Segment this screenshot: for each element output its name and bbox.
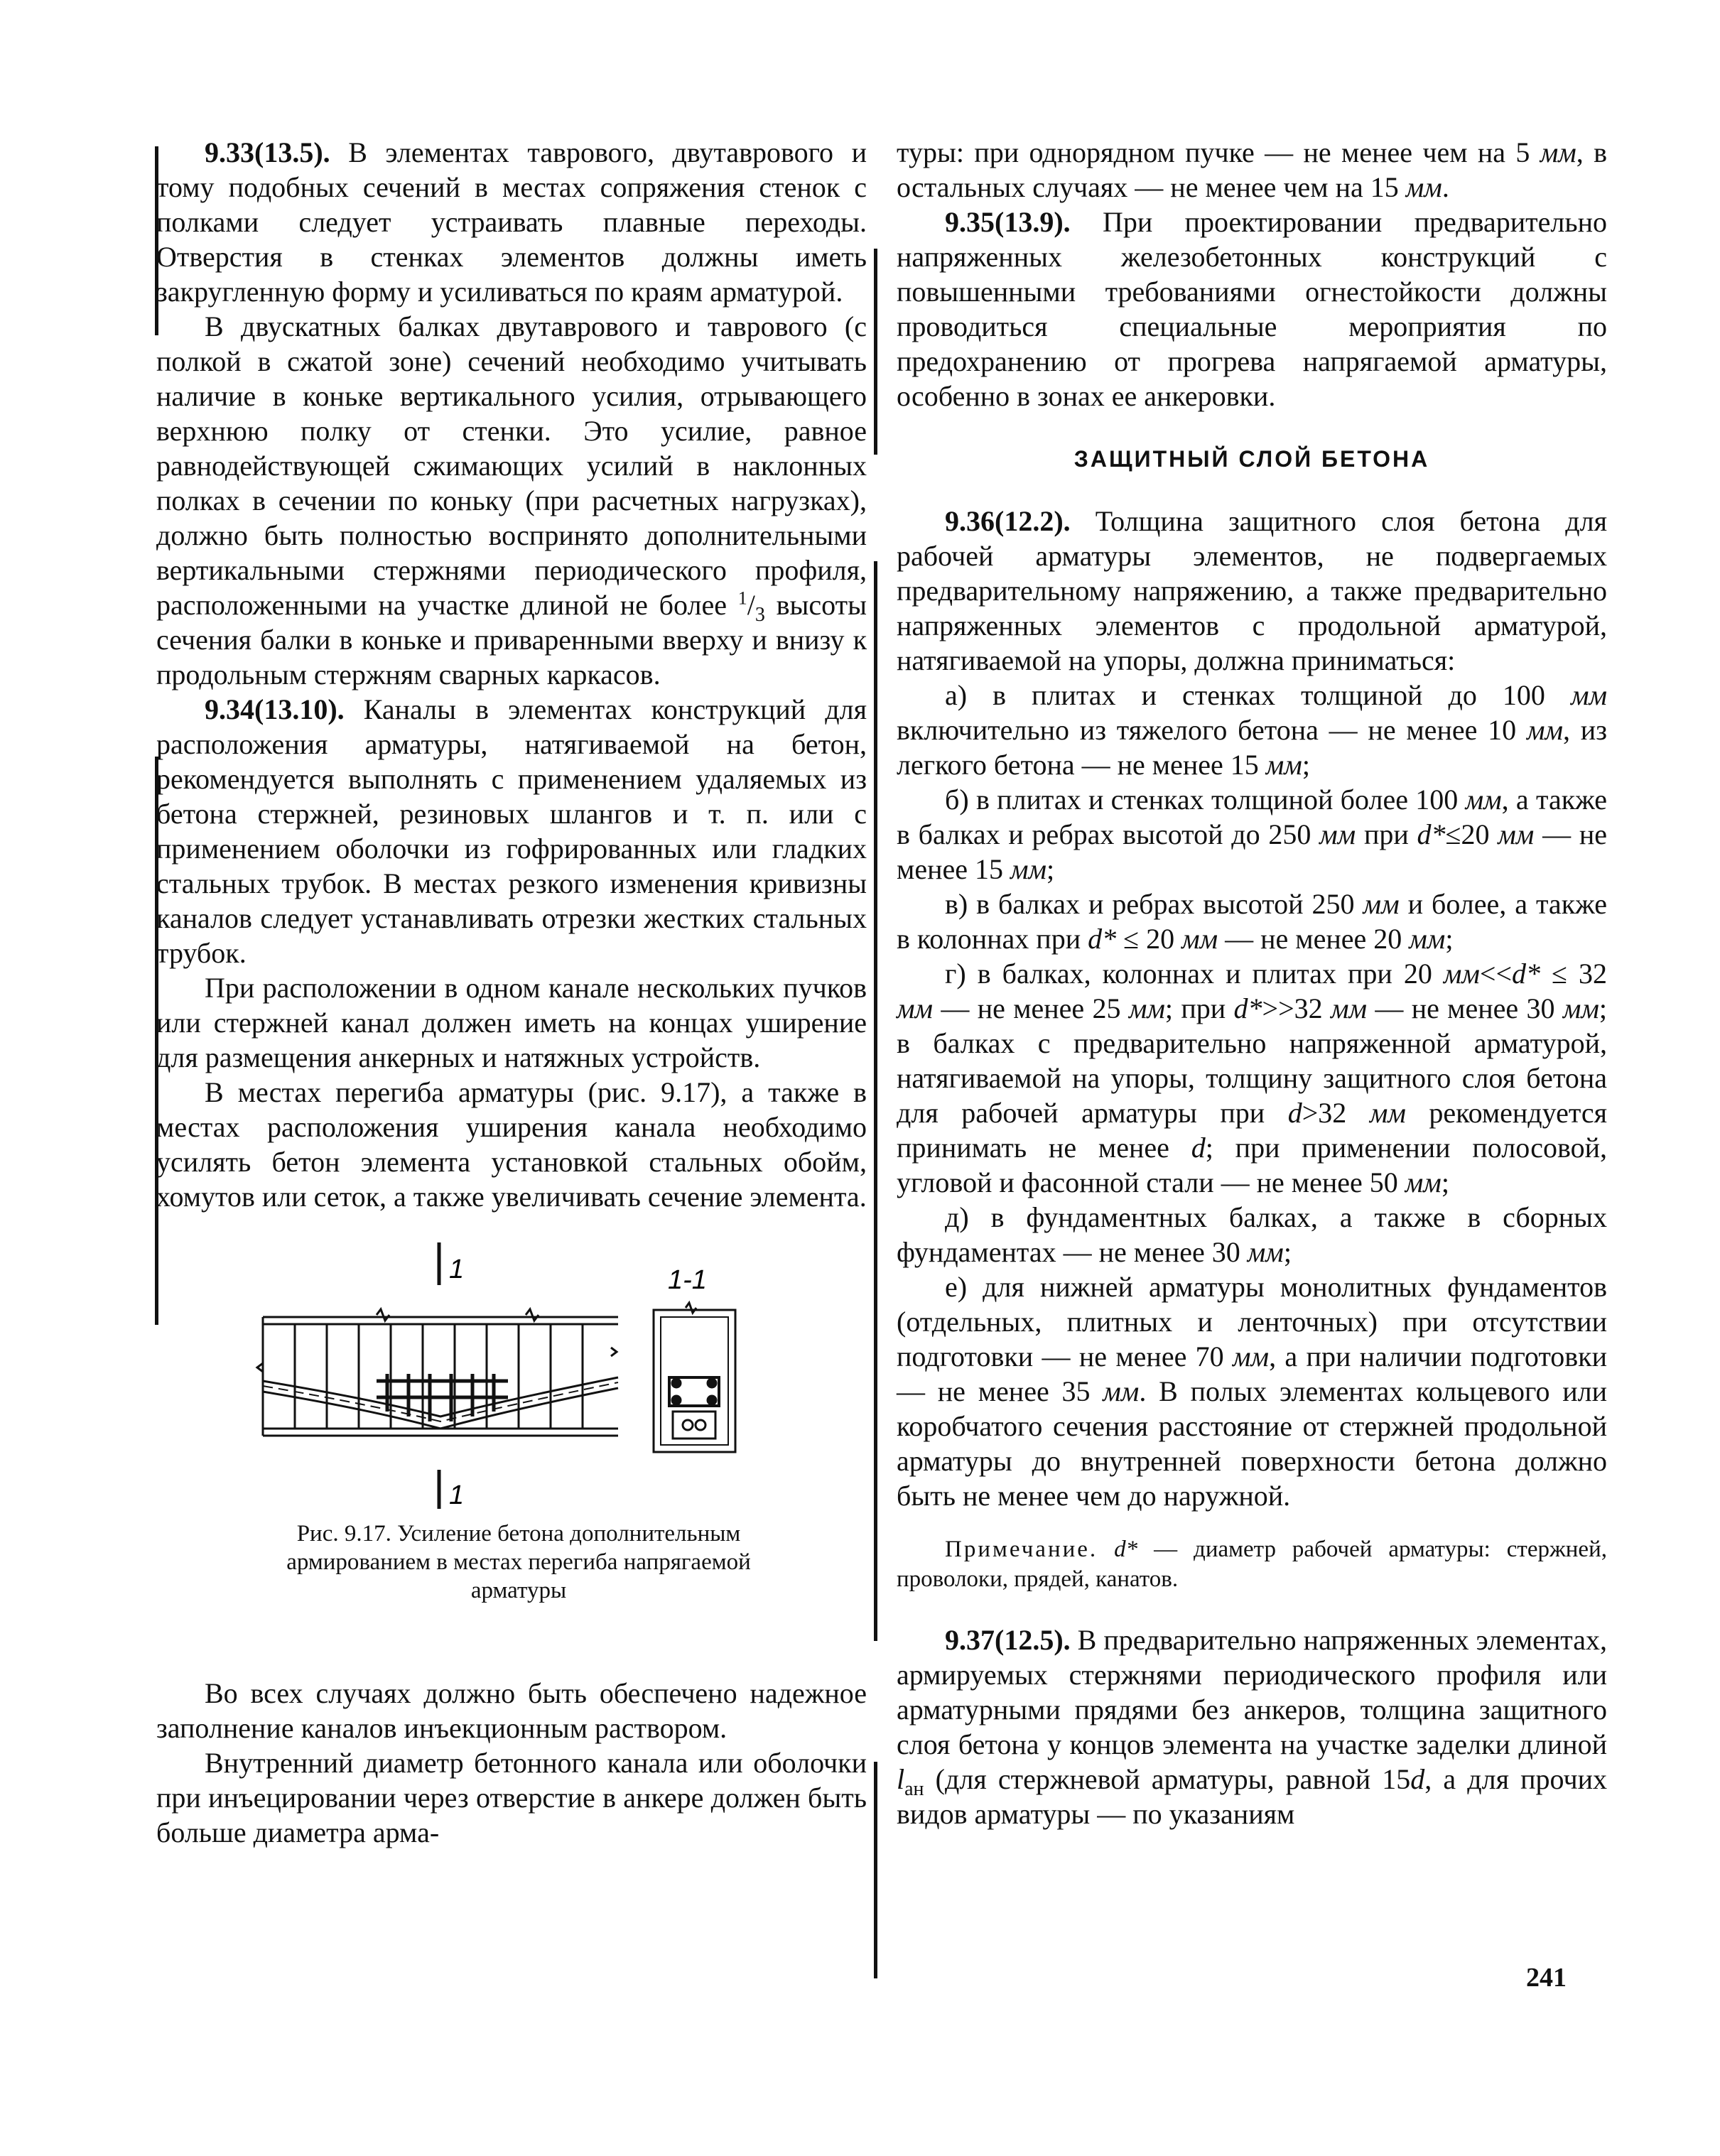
section-label-bottom: 1 bbox=[449, 1480, 465, 1510]
text: а) в плитах и стенках толщиной до 100 bbox=[945, 679, 1571, 711]
unit: мм bbox=[1369, 1097, 1406, 1129]
text: ; при применении полосовой, угловой и фасонной стали — не менее 50 bbox=[897, 1132, 1608, 1198]
symbol: d* bbox=[1114, 1537, 1138, 1562]
margin-mark-937 bbox=[874, 1762, 877, 1978]
spacer bbox=[897, 1594, 1607, 1623]
symbol: l bbox=[897, 1763, 905, 1795]
paragraph-9-33 bbox=[156, 135, 867, 309]
unit: мм bbox=[1330, 992, 1368, 1024]
fraction-denominator: 3 bbox=[754, 604, 765, 626]
symbol: d* bbox=[1512, 958, 1541, 990]
text: , а также в балках и ребрах высотой до 250 bbox=[897, 784, 1608, 850]
figure-9-17 bbox=[156, 1235, 867, 1676]
unit: мм bbox=[1233, 1340, 1270, 1372]
text: , а для прочих видов арматуры — по указаниям bbox=[897, 1763, 1607, 1830]
text: >32 bbox=[1302, 1097, 1370, 1129]
item-e bbox=[897, 1269, 1607, 1513]
text: туры: при однорядном пучке — не менее чем на 5 bbox=[897, 136, 1540, 168]
text: б) в плитах и стенках толщиной более 100 bbox=[945, 784, 1466, 816]
unit: мм bbox=[1526, 714, 1563, 746]
unit: мм bbox=[1405, 171, 1442, 203]
text: ≤ 20 bbox=[1116, 923, 1182, 955]
item-g bbox=[897, 956, 1607, 1200]
paragraph-9-34 bbox=[156, 692, 867, 970]
note bbox=[897, 1534, 1607, 1594]
text: — не менее 25 bbox=[933, 992, 1129, 1024]
clause-number: 9.36(12.2). bbox=[945, 505, 1071, 537]
text: при bbox=[1356, 818, 1417, 850]
unit: мм bbox=[1409, 923, 1446, 955]
text: (для стержневой арматуры, равной 15 bbox=[924, 1763, 1411, 1795]
clause-number: 9.35(13.9). bbox=[945, 206, 1071, 238]
unit: мм bbox=[1570, 679, 1607, 711]
margin-mark-936 bbox=[874, 561, 877, 1641]
text: ; bbox=[1283, 1236, 1292, 1268]
symbol: d bbox=[1287, 1097, 1302, 1129]
item-a bbox=[897, 678, 1607, 782]
text: . В полых элементах кольцевого или коробчатого сечения расстояние от стержней продольной арматуры до внутренней поверхности бетона должно быть не менее чем до наружной. bbox=[897, 1375, 1608, 1512]
unit: мм bbox=[1498, 818, 1535, 850]
text: < bbox=[1495, 958, 1513, 990]
text: , в остальных случаях — не менее чем на 15 bbox=[897, 136, 1607, 203]
text: рекомендуется принимать не менее bbox=[897, 1097, 1607, 1164]
clause-number: 9.33(13.5). bbox=[205, 136, 330, 168]
paragraph-9-36 bbox=[897, 504, 1607, 678]
unit: мм bbox=[1319, 818, 1356, 850]
reinforcement-drawing bbox=[156, 1235, 867, 1520]
unit: мм bbox=[1405, 1166, 1442, 1198]
unit: мм bbox=[1128, 992, 1165, 1024]
section-label-1-1: 1-1 bbox=[668, 1265, 707, 1295]
text: г) в балках, колоннах и плитах при 20 bbox=[945, 958, 1444, 990]
text: — не менее 20 bbox=[1218, 923, 1410, 955]
unit: мм bbox=[1465, 784, 1502, 816]
unit: мм bbox=[1363, 888, 1400, 920]
symbol: d bbox=[1191, 1132, 1206, 1164]
unit: мм bbox=[1103, 1375, 1140, 1407]
unit: мм bbox=[1562, 992, 1599, 1024]
note-label: Примечание. bbox=[945, 1537, 1098, 1562]
note-text: — диаметр рабочей арматуры: стержней, проволоки, прядей, канатов. bbox=[897, 1537, 1607, 1592]
text: ; bbox=[1441, 1166, 1449, 1198]
unit: мм bbox=[897, 992, 934, 1024]
text: ≤ 32 bbox=[1540, 958, 1608, 990]
clause-text: Толщина защитного слоя бетона для рабочей арматуры элементов, не подвергаемых предварительному напряжению, а также предварительно напряженных элементов с продольной арматурой, натягиваемой на упоры, должна приниматься: bbox=[897, 505, 1607, 676]
unit: мм bbox=[1181, 923, 1218, 955]
paragraph-continuation bbox=[897, 135, 1607, 205]
text: ; в балках с предварительно напряженной арматурой, натягиваемой на упоры, толщину защитного слоя бетона для рабочей арматуры при bbox=[897, 992, 1608, 1129]
text: — не менее 15 bbox=[897, 818, 1608, 885]
left-column bbox=[156, 135, 867, 1850]
text: ; bbox=[1046, 853, 1055, 885]
symbol: d* bbox=[1417, 818, 1446, 850]
paragraph-9-34-b: При расположении в одном канале нескольких пучков или стержней канал должен иметь на концах уширение для размещения анкерных и натяжных устройств. bbox=[156, 972, 867, 1073]
text: включительно из тяжелого бетона — не менее 10 bbox=[897, 714, 1527, 746]
paragraph-9-34-d: Во всех случаях должно быть обеспечено надежное заполнение каналов инъекционным раствором. bbox=[156, 1677, 867, 1744]
page-number: 241 bbox=[1526, 1963, 1567, 1993]
text: , а при наличии подготовки — не менее 35 bbox=[897, 1340, 1608, 1407]
clause-text: В предварительно напряженных элементах, армируемых стержнями периодического профиля или арматурными прядями без анкеров, толщина защитного слоя бетона у концов элемента на участке заделки длиной bbox=[897, 1624, 1608, 1760]
text: , из легкого бетона — не менее 15 bbox=[897, 714, 1607, 781]
section-label-top: 1 bbox=[449, 1255, 465, 1284]
unit: мм bbox=[1265, 749, 1302, 781]
text: ; при bbox=[1164, 992, 1234, 1024]
text: В двускатных балках двутаврового и таврового (с полкой в сжатой зоне) сечений необходимо учитывать наличие в коньке вертикального усилия, отрывающего верхнюю полку от стенки. Это усилие, равное равнодействующей сжимающих усилий в наклонных полках в сечении по коньку (при расчетных нагрузках), должно быть полностью воспринято дополнительными вертикальными стержнями периодического профиля, расположенными на участке длиной не более bbox=[156, 310, 867, 621]
unit: мм bbox=[1443, 958, 1480, 990]
paragraph-9-34-c: В местах перегиба арматуры (рис. 9.17), а также в местах расположения уширения канала необходимо усилять бетон элемента установкой стальных обойм, хомутов или сеток, а также увеличивать сечение элемента. bbox=[156, 1076, 867, 1213]
paragraph-9-33-cont: В двускатных балках двутаврового и таврового (с полкой в сжатой зоне) сечений необходимо учитывать наличие в коньке вертикального усилия, отрывающего верхнюю полку от стенки. Это усилие, равное равнодействующей сжимающих усилий в наклонных полках в сечении по коньку (при расчетных нагрузках), должно быть полностью воспринято дополнительными вертикальными стержнями периодического профиля, расположенными на участке длиной не более $^1/_3$ высоты сечения балки в коньке и приваренными вверху и внизу к продольным стержням сварных каркасов. bbox=[156, 310, 867, 690]
text: в) в балках и ребрах высотой 250 bbox=[945, 888, 1363, 920]
text: > bbox=[1262, 992, 1279, 1024]
margin-mark-935 bbox=[874, 249, 877, 455]
text: высоты сечения балки в коньке и приваренными вверху и внизу к продольным стержням сварных каркасов. bbox=[156, 589, 867, 690]
paragraph-9-34-e: Внутренний диаметр бетонного канала или оболочки при инъецировании через отверстие в анкере должен быть больше диаметра арма- bbox=[156, 1747, 867, 1848]
symbol: d* bbox=[1088, 923, 1117, 955]
clause-text: Каналы в элементах конструкций для расположения арматуры, натягиваемой на бетон, рекомендуется выполнять с применением удаляемых из бетона стержней, резиновых шлангов и т. п. или с применением оболочки из гофрированных или гладких стальных трубок. В местах резкого изменения кривизны каналов следует устанавливать отрезки жестких стальных трубок. bbox=[156, 693, 867, 969]
unit: мм bbox=[1010, 853, 1047, 885]
text: и более, а также в колоннах при bbox=[897, 888, 1607, 955]
subscript: ан bbox=[904, 1778, 924, 1800]
clause-number: 9.37(12.5). bbox=[945, 1624, 1071, 1656]
clause-number: 9.34(13.10). bbox=[205, 693, 345, 725]
text: >32 bbox=[1278, 992, 1331, 1024]
symbol: d* bbox=[1233, 992, 1262, 1024]
text: — не менее 30 bbox=[1367, 992, 1563, 1024]
section-heading: ЗАЩИТНЫЙ СЛОЙ БЕТОНА bbox=[1073, 446, 1430, 472]
text: е) для нижней арматуры монолитных фундаментов (отдельных, плитных и ленточных) при отсутствии подготовки — не менее 70 bbox=[897, 1271, 1607, 1372]
text: < bbox=[1479, 958, 1496, 990]
text: ; bbox=[1445, 923, 1454, 955]
text: д) в фундаментных балках, а также в сборных фундаментах — не менее 30 bbox=[897, 1201, 1607, 1268]
text: ≤20 bbox=[1445, 818, 1498, 850]
fraction-numerator: 1 bbox=[737, 587, 747, 609]
symbol: d bbox=[1410, 1763, 1425, 1795]
unit: мм bbox=[1540, 136, 1576, 168]
item-v bbox=[897, 887, 1607, 956]
clause-text: В элементах таврового, двутаврового и тому подобных сечений в местах сопряжения стенок с полками следует устраивать плавные переходы. Отверстия в стенках элементов должны иметь закругленную форму и усиливаться по краям арматурой. bbox=[156, 136, 867, 308]
clause-text: При проектировании предварительно напряженных железобетонных конструкций с повышенными требованиями огнестойкости должны проводиться специальные мероприятия по предохранению от прогрева напрягаемой арматуры, особенно в зонах ее анкеровки. bbox=[897, 206, 1607, 412]
text: ; bbox=[1302, 749, 1310, 781]
item-d bbox=[897, 1200, 1607, 1269]
paragraph-9-35 bbox=[897, 205, 1607, 413]
text: . bbox=[1442, 171, 1449, 203]
unit: мм bbox=[1247, 1236, 1284, 1268]
item-b bbox=[897, 782, 1607, 887]
right-column bbox=[897, 135, 1607, 1831]
figure-caption: Рис. 9.17. Усиление бетона дополнительным армированием в местах перегиба напрягаемой арматуры bbox=[286, 1521, 751, 1603]
paragraph-9-37 bbox=[897, 1623, 1607, 1831]
